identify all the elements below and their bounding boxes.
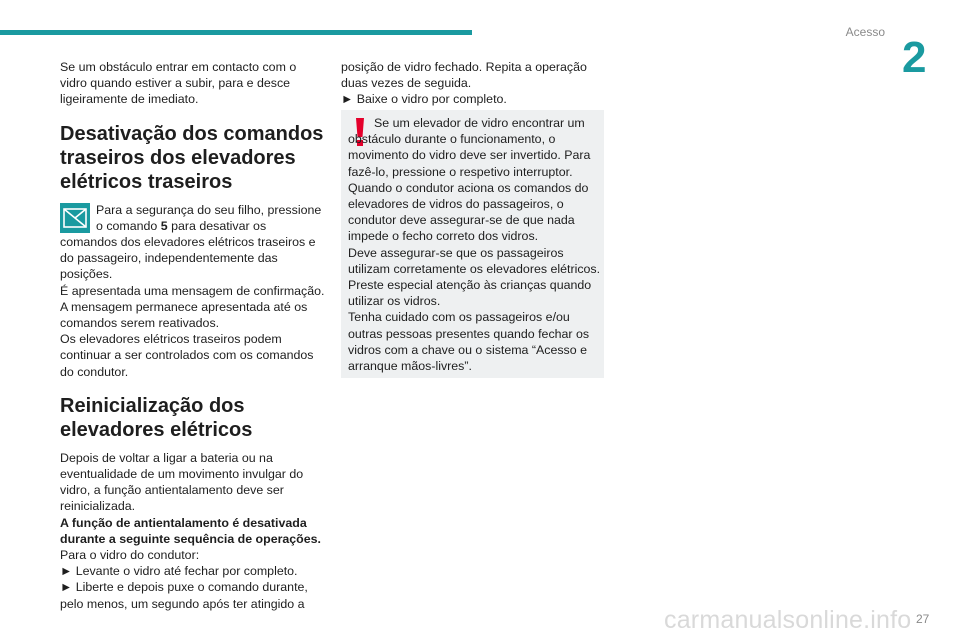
anti-pinch-paragraph: A função de antientalamento é desativada durante a seguinte sequência de operações. bbox=[60, 515, 321, 546]
warning-paragraph-3: Deve assegurar-se que os passageiros utilizam corretamente os elevadores elétricos. bbox=[348, 245, 601, 276]
step-2-continued: posição de vidro fechado. Repita a operação duas vezes de seguida. bbox=[341, 60, 587, 91]
child-lock-paragraph bbox=[60, 202, 326, 283]
section-heading-rear-controls: Desativação dos comandos traseiros dos elevadores elétricos traseiros bbox=[60, 122, 324, 193]
warning-paragraph-4: Preste especial atenção às crianças quando utilizar os vidros. bbox=[348, 278, 592, 309]
step-3: ► Baixe o vidro por completo. bbox=[341, 92, 507, 107]
intro-paragraph: Se um obstáculo entrar em contacto com o vidro quando estiver a subir, para e desce ligeiramente de imediato. bbox=[60, 60, 297, 107]
driver-window-label: Para o vidro do condutor: bbox=[60, 548, 200, 563]
message-paragraph: A mensagem permanece apresentada até os comandos serem reativados. bbox=[60, 299, 308, 331]
watermark: carmanualsonline.info bbox=[664, 606, 912, 634]
warning-paragraph-1: Se um elevador de vidro encontrar um obstáculo durante o funcionamento, o movimento do vidro deve ser invertido. Para fazê-lo, pressione o respetivo interruptor. bbox=[348, 116, 591, 179]
text-span: Para a segurança do seu filho, pressione o comando bbox=[96, 202, 322, 233]
step-2: ► Liberte e depois puxe o comando durante, pelo menos, um segundo após ter atingido a bbox=[60, 580, 308, 611]
confirmation-paragraph: É apresentada uma mensagem de confirmação. bbox=[60, 283, 325, 298]
driver-control-paragraph: Os elevadores elétricos traseiros podem continuar a ser controlados com os comandos do condutor. bbox=[60, 332, 314, 379]
chapter-number: 2 bbox=[902, 33, 927, 82]
header-accent-bar bbox=[0, 30, 472, 35]
step-1: ► Levante o vidro até fechar por completo. bbox=[60, 564, 298, 579]
child-lock-icon bbox=[60, 203, 90, 233]
child-lock-note bbox=[60, 202, 326, 283]
warning-paragraph-5: Tenha cuidado com os passageiros e/ou outras pessoas presentes quando fechar os vidros com a chave ou o sistema “Acesso e arranque mãos-livres”. bbox=[348, 310, 590, 374]
right-column bbox=[341, 59, 607, 108]
control-number: 5 bbox=[160, 218, 168, 233]
left-column bbox=[60, 59, 326, 612]
page-number: 27 bbox=[916, 612, 930, 626]
section-heading-reset: Reinicialização dos elevadores elétricos bbox=[60, 394, 253, 441]
warning-paragraph-2: Quando o condutor aciona os comandos do elevadores de vidros do passageiros, o condutor deve assegurar-se de que nada impede o fecho correto dos vidros. bbox=[348, 180, 589, 244]
chapter-title: Acesso bbox=[845, 25, 885, 39]
text-span: para desativar os comandos dos elevadores elétricos traseiros e do passageiro, independentemente das posições. bbox=[60, 218, 316, 282]
reset-paragraph: Depois de voltar a ligar a bateria ou na eventualidade de um movimento invulgar do vidro, a função antientalamento deve ser reinicializada. bbox=[60, 450, 304, 514]
warning-text bbox=[348, 115, 602, 374]
